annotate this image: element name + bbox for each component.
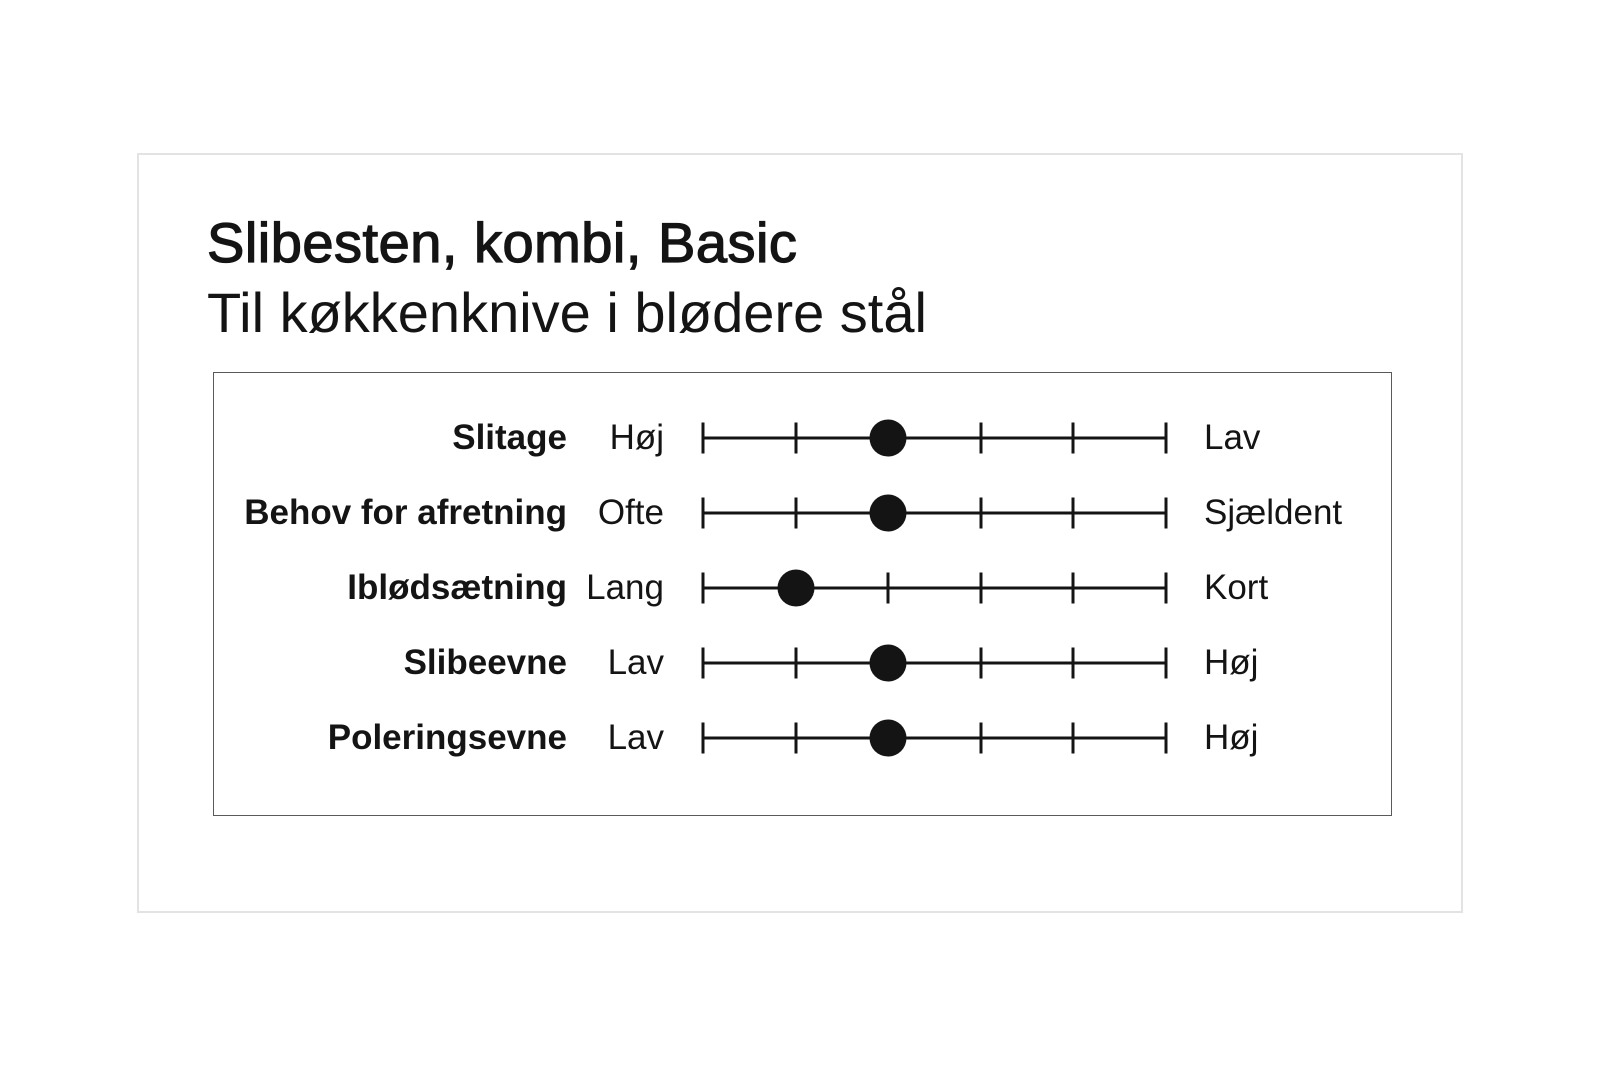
scale-line bbox=[703, 736, 1166, 739]
scale-left-label: Høj bbox=[609, 417, 664, 457]
scale-tick bbox=[1165, 572, 1168, 603]
scale-right-label: Høj bbox=[1204, 717, 1259, 757]
scale-line bbox=[703, 511, 1166, 514]
scale-tick bbox=[794, 497, 797, 528]
attribute-label: Slitage bbox=[452, 417, 567, 457]
rating-dot-marker bbox=[870, 419, 907, 456]
rating-scale bbox=[703, 491, 1166, 535]
scale-left-label: Lav bbox=[607, 717, 664, 757]
scale-tick bbox=[979, 497, 982, 528]
spec-panel bbox=[213, 372, 1392, 816]
scale-left-label: Lang bbox=[586, 567, 664, 607]
rating-scale bbox=[703, 566, 1166, 610]
scale-tick bbox=[979, 572, 982, 603]
scale-tick bbox=[702, 722, 705, 753]
rating-scale bbox=[703, 641, 1166, 685]
scale-left-label: Lav bbox=[607, 642, 664, 682]
scale-tick bbox=[794, 422, 797, 453]
product-title: Slibesten, kombi, Basic bbox=[207, 211, 798, 274]
attribute-label: Behov for afretning bbox=[244, 492, 567, 532]
scale-right-label: Kort bbox=[1204, 567, 1269, 607]
scale-tick bbox=[794, 647, 797, 678]
scale-tick bbox=[1072, 422, 1075, 453]
scale-line bbox=[703, 436, 1166, 439]
scale-left-label: Ofte bbox=[597, 492, 664, 532]
attribute-label: Iblødsætning bbox=[347, 567, 567, 607]
scale-tick bbox=[979, 647, 982, 678]
spec-row bbox=[214, 400, 1391, 475]
scale-tick bbox=[1072, 572, 1075, 603]
scale-right-label: Lav bbox=[1204, 417, 1261, 457]
content-frame bbox=[137, 153, 1463, 913]
scale-tick bbox=[702, 422, 705, 453]
scale-tick bbox=[979, 422, 982, 453]
scale-tick bbox=[702, 572, 705, 603]
scale-tick bbox=[979, 722, 982, 753]
scale-tick bbox=[1165, 647, 1168, 678]
scale-line bbox=[703, 661, 1166, 664]
scale-tick bbox=[794, 722, 797, 753]
scale-line bbox=[703, 586, 1166, 589]
rating-dot-marker bbox=[870, 494, 907, 531]
rating-dot-marker bbox=[870, 719, 907, 756]
scale-tick bbox=[702, 647, 705, 678]
scale-tick bbox=[1072, 497, 1075, 528]
attribute-label: Slibeevne bbox=[403, 642, 567, 682]
spec-row bbox=[214, 700, 1391, 775]
rating-dot-marker bbox=[777, 569, 814, 606]
attribute-label: Poleringsevne bbox=[327, 717, 567, 757]
scale-tick bbox=[1165, 722, 1168, 753]
scale-tick bbox=[887, 572, 890, 603]
scale-tick bbox=[1165, 497, 1168, 528]
scale-right-label: Høj bbox=[1204, 642, 1259, 682]
rating-dot-marker bbox=[870, 644, 907, 681]
product-subtitle: Til køkkenknive i blødere stål bbox=[207, 281, 927, 344]
spec-row bbox=[214, 625, 1391, 700]
scale-tick bbox=[1072, 647, 1075, 678]
scale-tick bbox=[1072, 722, 1075, 753]
spec-row bbox=[214, 550, 1391, 625]
rating-scale bbox=[703, 416, 1166, 460]
scale-tick bbox=[1165, 422, 1168, 453]
rating-scale bbox=[703, 716, 1166, 760]
spec-row bbox=[214, 475, 1391, 550]
scale-tick bbox=[702, 497, 705, 528]
scale-right-label: Sjældent bbox=[1204, 492, 1343, 532]
